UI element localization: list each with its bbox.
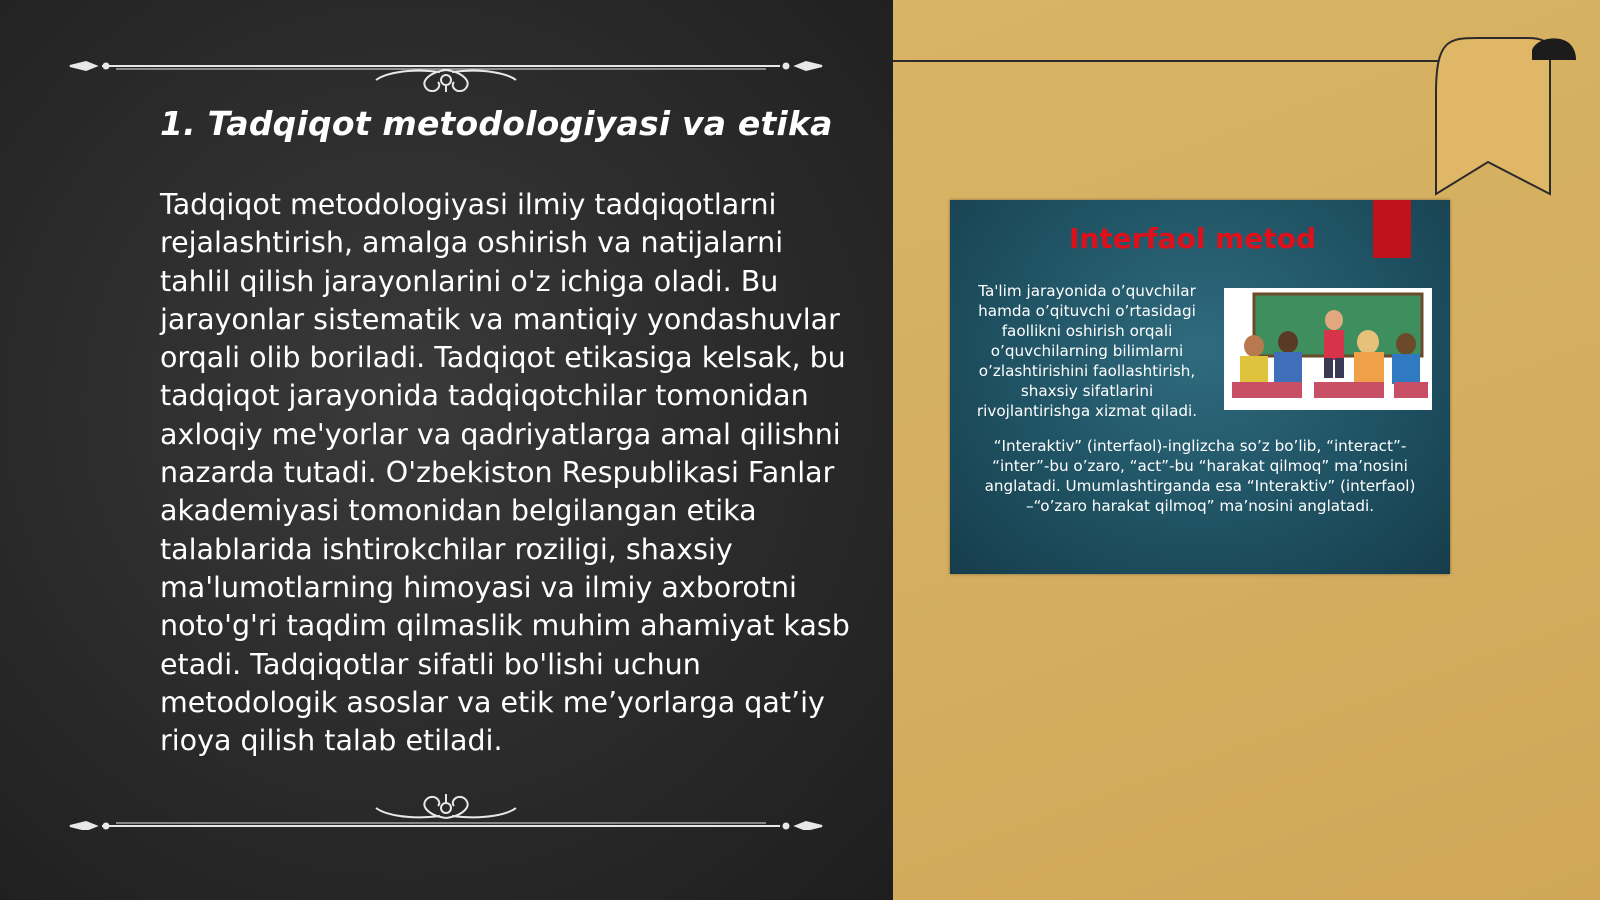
top-ornament-icon	[66, 42, 826, 92]
header-rule	[893, 60, 1438, 62]
card-title: Interfaol metod	[1068, 222, 1317, 255]
interfaol-metod-card	[950, 200, 1450, 574]
bottom-ornament-icon	[66, 780, 826, 830]
classroom-illustration-icon	[1224, 288, 1432, 410]
slide-body-text: Tadqiqot metodologiyasi ilmiy tadqiqotlarni rejalashtirish, amalga oshirish va natijalarni tahlil qilish jarayonlarini o'z ichiga oladi. Bu jarayonlar sistematik va mantiqiy yondashuvlar orqali olib boriladi. Tadqiqot etikasiga kelsak, bu tadqiqot jarayonida tadqiqotchilar tomonidan axloqiy me'yorlar va qadriyatlarga amal qilishni nazarda tutadi. O'zbekiston Respublikasi Fanlar akademiyasi tomonidan belgilangan etika talablarida ishtirokchilar roziligi, shaxsiy ma'lumotlarning himoyasi va ilmiy axborotni noto'g'ri taqdim qilmaslik muhim ahamiyat kasb etadi. Tadqiqotlar sifatli bo'lishi uchun metodologik asoslar va etik me’yorlarga qat’iy rioya qilish talab etiladi.	[160, 188, 850, 758]
card-description: Ta'lim jarayonida o’quvchilar hamda o’qituvchi o’rtasidagi faollikni oshirish orqali o’quvchilarning bilimlarni o’zlashtirishini faollashtirish, shaxsiy sifatlarini rivojlantirishga xizmat qiladi.	[976, 282, 1198, 420]
slide-title: 1. Tadqiqot metodologiyasi va etika	[160, 104, 833, 143]
card-definition: “Interaktiv” (interfaol)-inglizcha so’z bo’lib, “interact”- “inter”-bu o’zaro, “act”-bu “harakat qilmoq” ma’nosini anglatadi. Umumlashtirganda esa “Interaktiv” (interfaol) –“o’zaro harakat qilmoq” ma’nosini anglatadi.	[984, 437, 1416, 515]
bookmark-ribbon-icon	[1428, 34, 1600, 204]
